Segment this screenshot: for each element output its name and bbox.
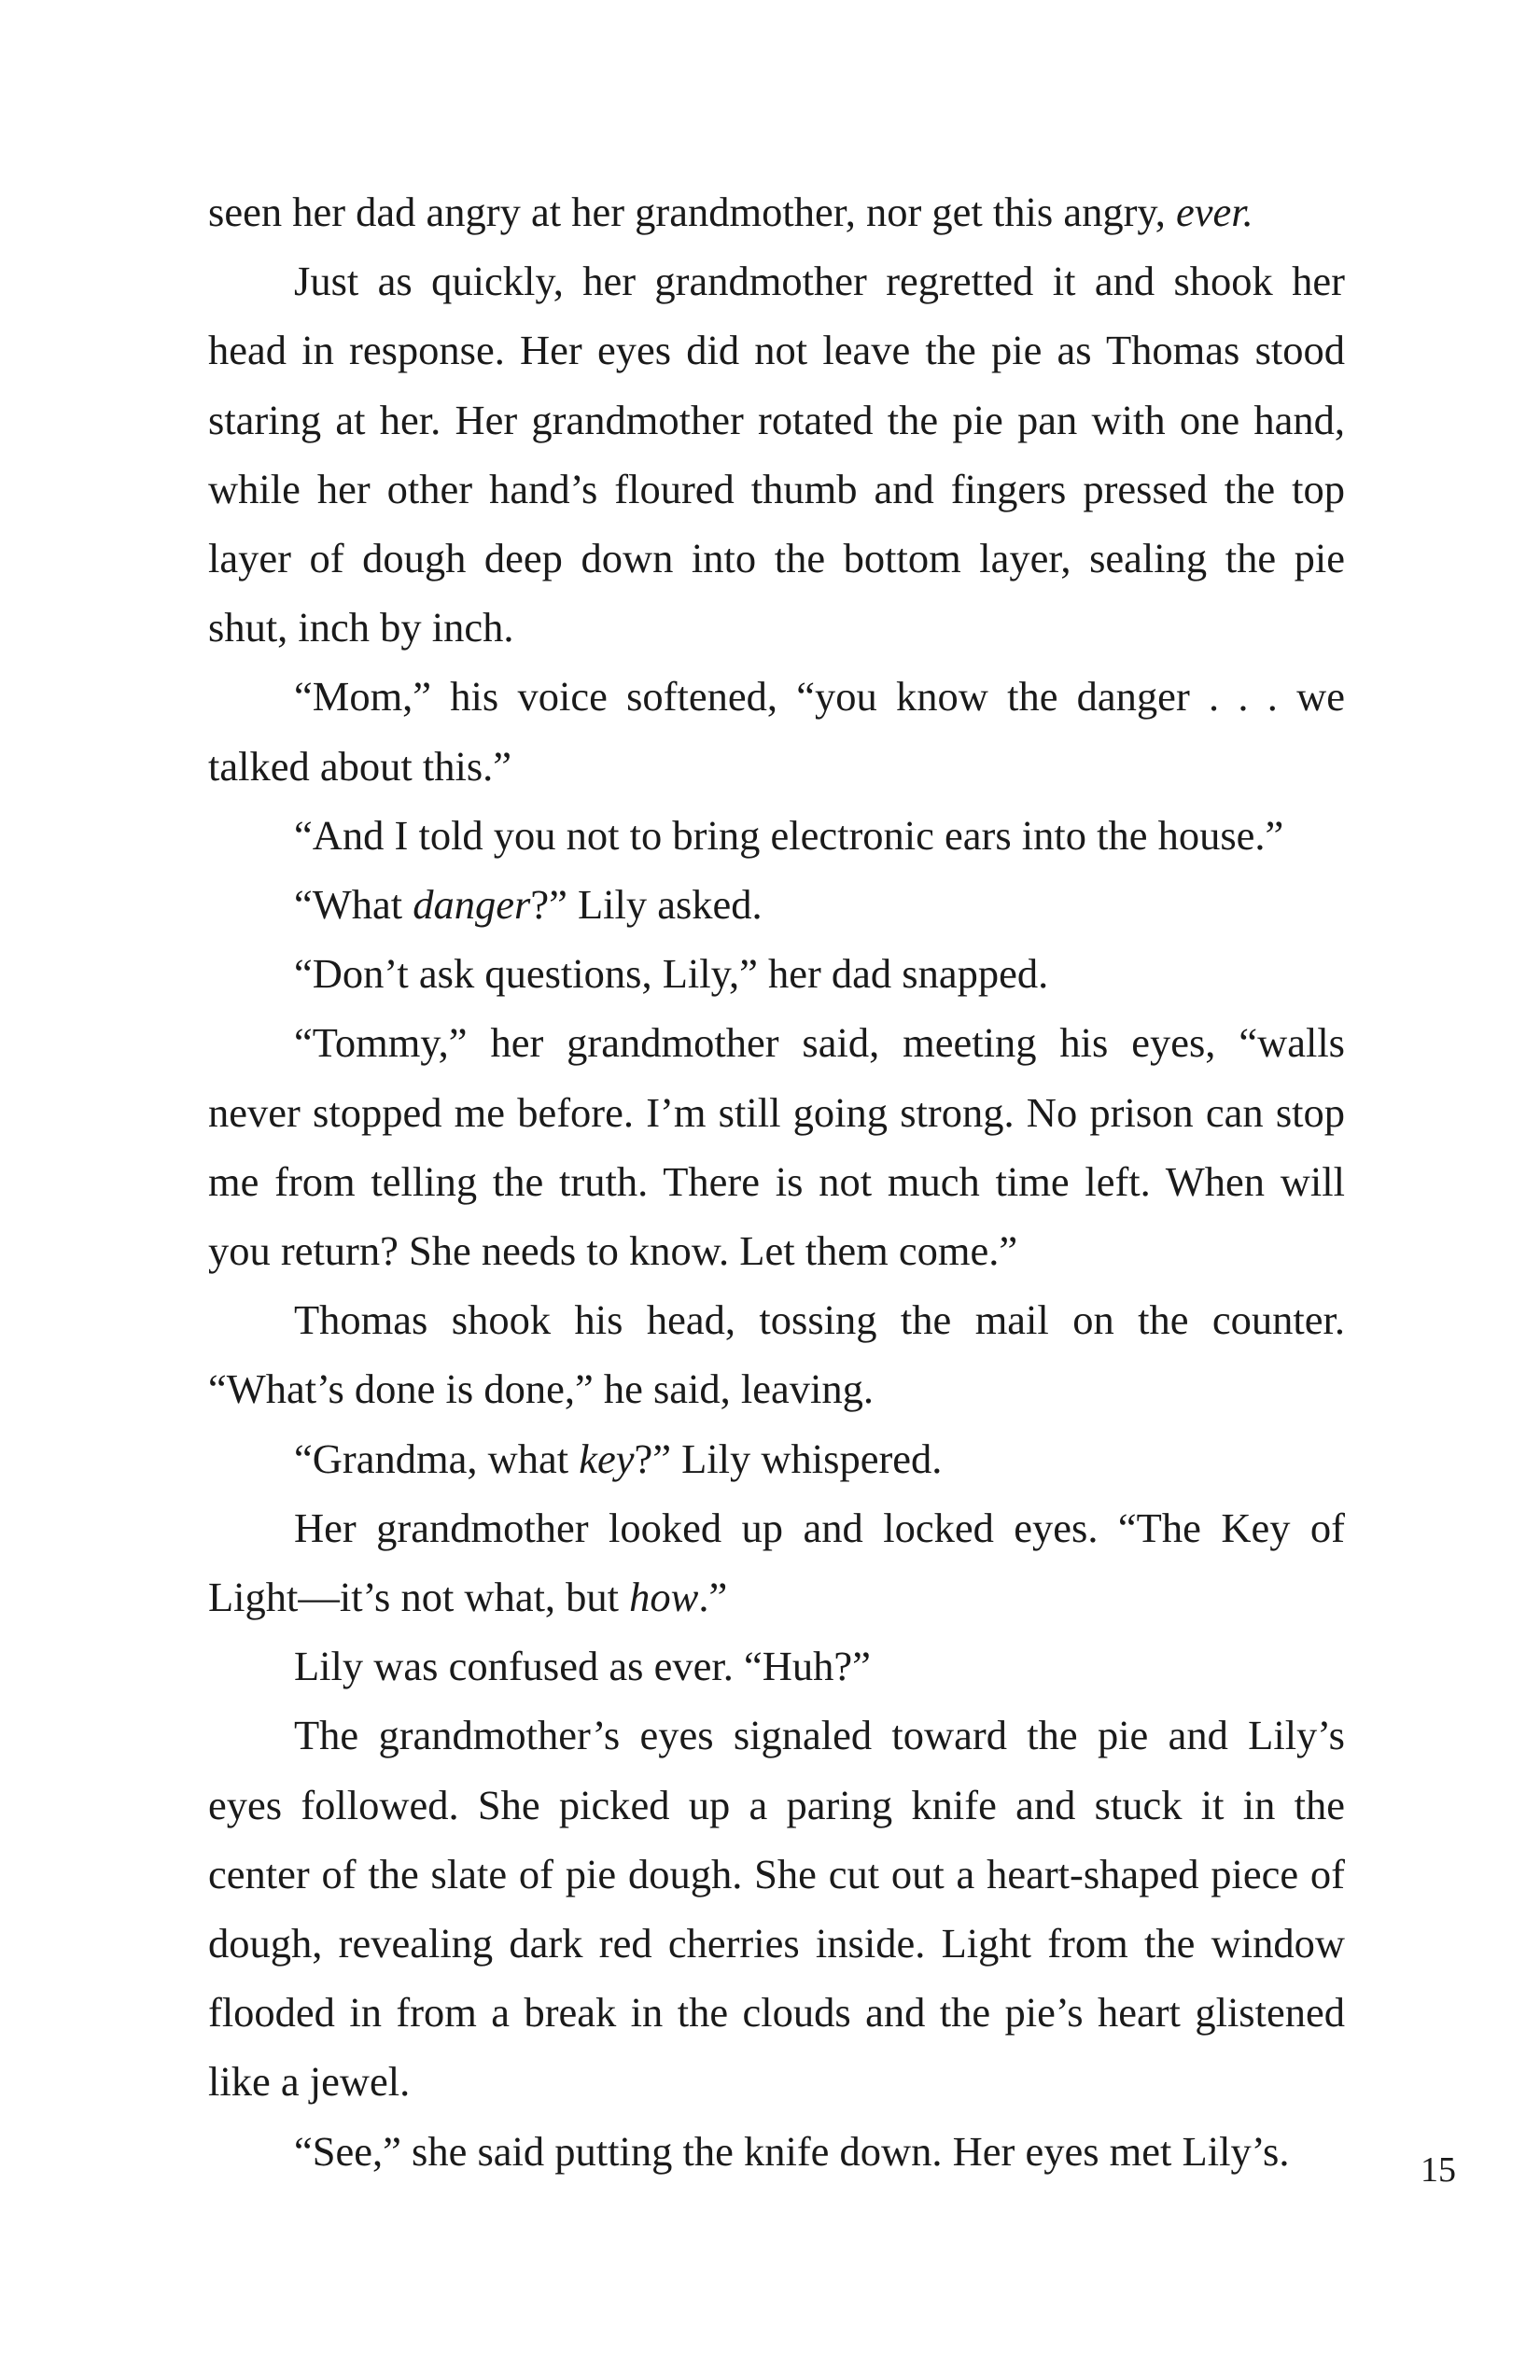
paragraph <box>208 939 1345 1008</box>
paragraph <box>208 1701 1345 2116</box>
paragraph <box>208 1008 1345 1285</box>
italic-text: key <box>579 1435 635 1482</box>
paragraph <box>208 177 1345 246</box>
text-run: “Don’t ask questions, Lily,” her dad snapped. <box>294 950 1049 998</box>
text-run: Thomas shook his head, tossing the mail on the counter. “What’s done is done,” he said, leaving. <box>208 1296 1345 1413</box>
paragraph <box>208 246 1345 662</box>
italic-text: danger <box>413 881 531 929</box>
paragraph <box>208 2117 1345 2186</box>
body-text <box>208 177 1345 2186</box>
text-run: “What <box>294 881 413 929</box>
paragraph <box>208 1631 1345 1701</box>
paragraph <box>208 1424 1345 1493</box>
text-run: “Mom,” his voice softened, “you know the danger . . . we talked about this.” <box>208 673 1345 790</box>
paragraph <box>208 801 1345 870</box>
text-run: ?” Lily asked. <box>530 881 763 929</box>
text-run: “Tommy,” her grandmother said, meeting his eyes, “walls never stopped me before. I’m still going strong. No prison can stop me from telling the truth. There is not much time left. When will you return? She needs to know. Let them come.” <box>208 1019 1345 1275</box>
text-run: .” <box>698 1574 728 1621</box>
text-run: ?” Lily whispered. <box>634 1435 943 1482</box>
text-run: “See,” she said putting the knife down. Her eyes met Lily’s. <box>294 2127 1290 2175</box>
text-run: “And I told you not to bring electronic ears into the house.” <box>294 811 1284 859</box>
italic-text: ever. <box>1176 189 1253 235</box>
paragraph <box>208 870 1345 939</box>
text-run: Lily was confused as ever. “Huh?” <box>294 1643 871 1690</box>
text-run: The grandmother’s eyes signaled toward the pie and Lily’s eyes followed. She picked up a paring knife and stuck it in the center of the slate of pie dough. She cut out a heart-shaped piece of dough, revealing dark red cherries inside. Light from the window flooded in from a break in the clouds and the pie’s heart glistened like a jewel. <box>208 1712 1345 2106</box>
paragraph <box>208 1493 1345 1631</box>
text-run: Just as quickly, her grandmother regretted it and shook her head in response. Her eyes did not leave the pie as Thomas stood staring at her. Her grandmother rotated the pie pan with one hand, while her other hand’s floured thumb and fingers pressed the top layer of dough deep down into the bottom layer, sealing the pie shut, inch by inch. <box>208 258 1345 651</box>
italic-text: how <box>629 1574 699 1621</box>
paragraph <box>208 662 1345 800</box>
paragraph <box>208 1285 1345 1423</box>
text-run: Her grandmother looked up and locked eyes. “The Key of Light—it’s not what, but <box>208 1504 1345 1621</box>
text-run: “Grandma, what <box>294 1435 580 1482</box>
page-number: 15 <box>1421 2150 1456 2190</box>
text-run: seen her dad angry at her grandmother, nor get this angry, <box>208 189 1177 235</box>
